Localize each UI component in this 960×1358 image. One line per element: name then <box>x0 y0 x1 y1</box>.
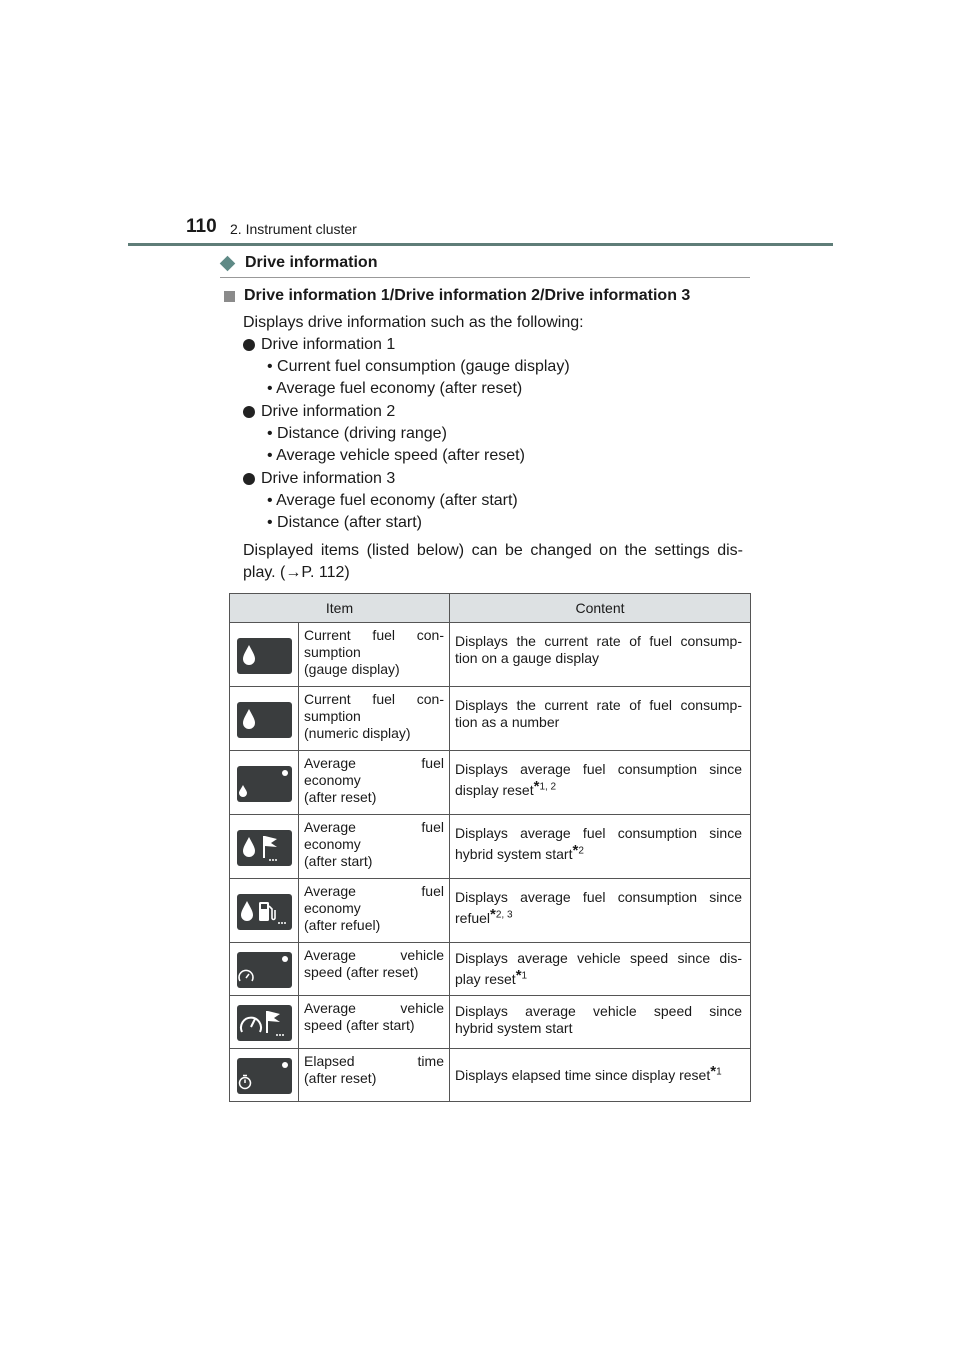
subsection-title: Drive information 1/Drive information 2/Drive information 3 <box>244 287 691 304</box>
speedometer-flag-icon <box>237 1005 292 1041</box>
page-number: 110 <box>186 216 217 237</box>
group-3 <box>243 470 395 488</box>
list-item: • Average fuel economy (after reset) <box>267 380 523 397</box>
header-rule <box>128 243 833 246</box>
group-label: Drive information 2 <box>261 403 396 420</box>
group-label: Drive information 3 <box>261 470 396 487</box>
section-title: Drive information <box>245 254 378 271</box>
bullet-dot-icon <box>243 339 255 351</box>
fuel-drop-icon <box>237 638 292 674</box>
stopwatch-reset-icon <box>237 1058 292 1094</box>
table-row: Average fuel economy (after start) Displays average fuel consumption since hybrid system start*$^2$ <box>230 815 751 879</box>
column-header-item: Item <box>230 594 450 623</box>
table-row: Average vehicle speed (after reset) Displays average vehicle speed since dis- play reset*$^1$ <box>230 943 751 996</box>
table-row: Average fuel economy (after refuel) Displays average fuel consumption since refuel*$^{2, 3}$ <box>230 879 751 943</box>
fuel-drop-pump-icon <box>237 894 292 930</box>
intro-text: Displays drive information such as the following: <box>243 314 584 331</box>
list-item: • Average vehicle speed (after reset) <box>267 447 525 464</box>
section-heading <box>220 254 377 272</box>
small-fuel-drop-reset-icon <box>237 766 292 802</box>
group-label: Drive information 1 <box>261 336 396 353</box>
square-bullet-icon <box>224 291 235 302</box>
list-item: • Distance (driving range) <box>267 425 447 442</box>
fuel-drop-icon <box>237 702 292 738</box>
bullet-dot-icon <box>243 406 255 418</box>
diamond-icon <box>220 255 236 271</box>
chapter-title: 2. Instrument cluster <box>230 221 357 237</box>
list-item: • Current fuel consumption (gauge display) <box>267 358 570 375</box>
note-line-1: Displayed items (listed below) can be changed on the settings dis- <box>243 542 743 559</box>
group-1 <box>243 336 395 354</box>
items-table <box>229 593 751 1102</box>
group-2 <box>243 403 395 421</box>
subsection-heading <box>224 287 690 305</box>
table-row: Current fuel con- sumption (numeric display) Displays the current rate of fuel consump- tion as a number <box>230 687 751 751</box>
section-rule <box>220 277 750 278</box>
fuel-drop-flag-icon <box>237 830 292 866</box>
column-header-content: Content <box>450 594 751 623</box>
list-item: • Distance (after start) <box>267 514 422 531</box>
bullet-dot-icon <box>243 473 255 485</box>
speedometer-reset-icon <box>237 952 292 988</box>
table-row: Average vehicle speed (after start) Displays average vehicle speed since hybrid system start <box>230 996 751 1049</box>
list-item: • Average fuel economy (after start) <box>267 492 518 509</box>
note-line-2 <box>243 562 350 584</box>
table-row: Elapsed time (after reset) Displays elapsed time since display reset*$^1$ <box>230 1049 751 1102</box>
table-row: Average fuel economy (after reset) Displays average fuel consumption since display reset*$^{1, 2}$ <box>230 751 751 815</box>
page-ref-link[interactable]: play. (→P. 112) <box>243 564 350 581</box>
table-row: Current fuel con- sumption (gauge display) Displays the current rate of fuel consump- tion on a gauge display <box>230 623 751 687</box>
